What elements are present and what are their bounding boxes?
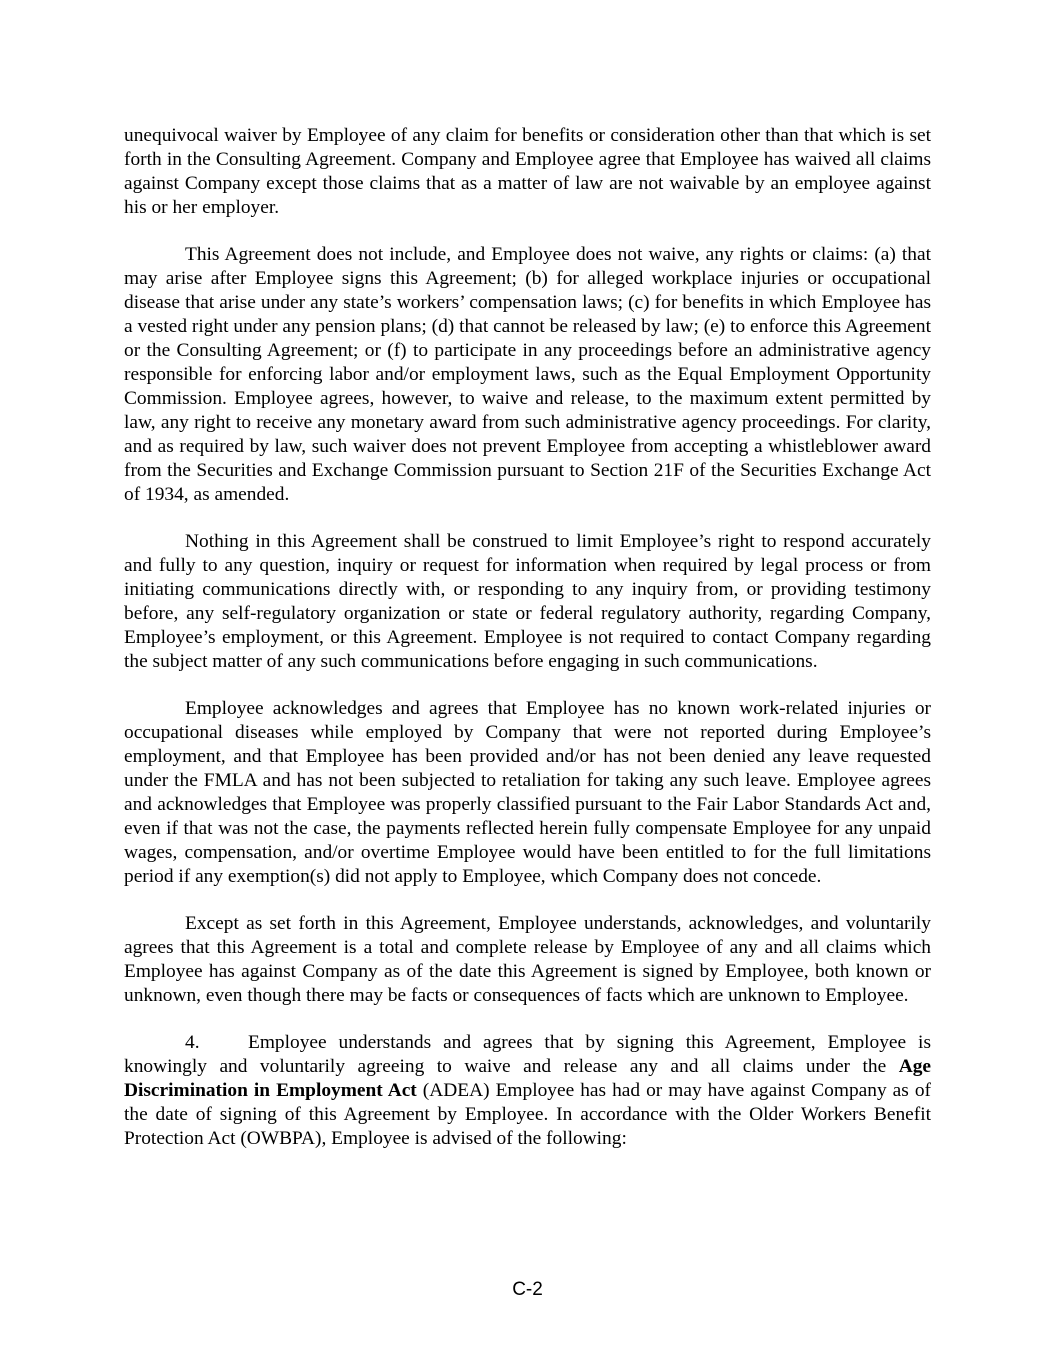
adea-act-name: Age Discrimination in Employment Act <box>124 1056 931 1101</box>
document-body <box>124 124 931 1174</box>
paragraph-adea-section-4 <box>124 1031 931 1151</box>
section-number: 4. <box>185 1032 200 1053</box>
adea-text-before: Employee understands and agrees that by signing this Agreement, Employee is knowingly and voluntarily agreeing to waive and release any and all claims under the <box>124 1032 931 1077</box>
paragraph-excluded-claims: This Agreement does not include, and Employee does not waive, any rights or claims: (a) that may arise after Employee signs this Agreement; (b) for alleged workplace injuries or occupational disease that arise under any state’s workers’ compensation laws; (c) for benefits in which Employee has a vested right under any pension plans; (d) that cannot be released by law; (e) to enforce this Agreement or the Consulting Agreement; or (f) to participate in any proceedings before an administrative agency responsible for enforcing labor and/or employment laws, such as the Equal Employment Opportunity Commission. Employee agrees, however, to waive and release, to the maximum extent permitted by law, any right to receive any monetary award from such administrative agency proceedings. For clarity, and as required by law, such waiver does not prevent Employee from accepting a whistleblower award from the Securities and Exchange Commission pursuant to Section 21F of the Securities Exchange Act of 1934, as amended. <box>124 244 931 505</box>
page-number: C-2 <box>512 1279 543 1300</box>
paragraph-injuries-acknowledgement: Employee acknowledges and agrees that Employee has no known work-related injuries or occupational diseases while employed by Company that were not reported during Employee’s employment, and that Employee has been provided and/or has not been denied any leave requested under the FMLA and has not been subjected to retaliation for taking any such leave. Employee agrees and acknowledges that Employee was properly classified pursuant to the Fair Labor Standards Act and, even if that was not the case, the payments reflected herein fully compensate Employee for any unpaid wages, compensation, and/or overtime Employee would have been entitled to for the full limitations period if any exemption(s) did not apply to Employee, which Company does not concede. <box>124 698 931 887</box>
paragraph-regulatory-communications: Nothing in this Agreement shall be construed to limit Employee’s right to respond accurately and fully to any question, inquiry or request for information when required by legal process or from initiating communications directly with, or responding to any inquiry from, or providing testimony before, any self-regulatory organization or state or federal regulatory authority, regarding Company, Employee’s employment, or this Agreement. Employee is not required to contact Company regarding the subject matter of any such communications before engaging in such communications. <box>124 531 931 672</box>
paragraph-waiver-continued: unequivocal waiver by Employee of any claim for benefits or consideration other than that which is set forth in the Consulting Agreement. Company and Employee agree that Employee has waived all claims against Company except those claims that as a matter of law are not waivable by an employee against his or her employer. <box>124 125 931 218</box>
paragraph-total-release: Except as set forth in this Agreement, Employee understands, acknowledges, and voluntarily agrees that this Agreement is a total and complete release by Employee of any and all claims which Employee has against Company as of the date this Agreement is signed by Employee, both known or unknown, even though there may be facts or consequences of facts which are unknown to Employee. <box>124 913 931 1006</box>
adea-text-after: (ADEA) Employee has had or may have against Company as of the date of signing of this Agreement by Employee. In accordance with the Older Workers Benefit Protection Act (OWBPA), Employee is advised of the following: <box>124 1080 931 1149</box>
